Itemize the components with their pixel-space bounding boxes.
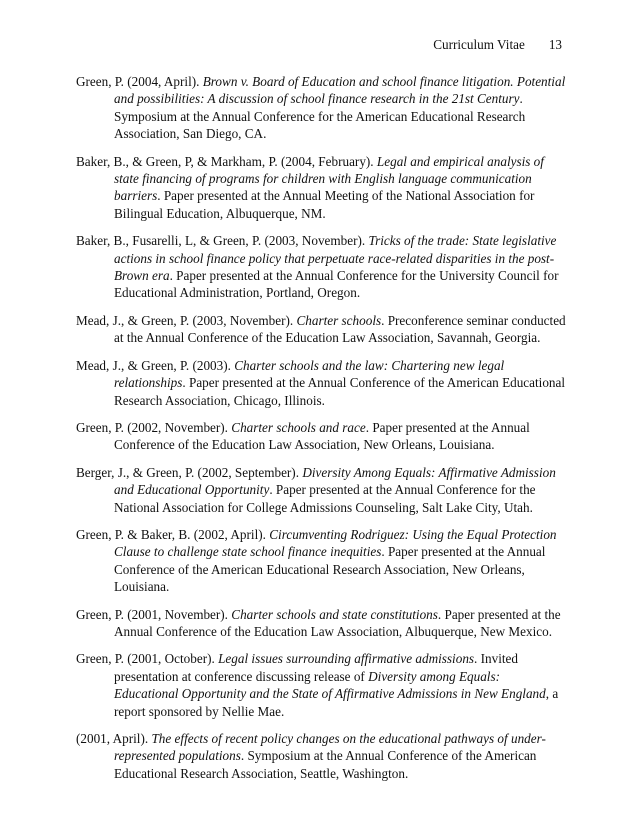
citation-authors-date: Green, P. (2004, April). xyxy=(76,74,203,89)
citation-entry xyxy=(76,526,566,596)
header-title: Curriculum Vitae xyxy=(433,37,525,52)
page-number: 13 xyxy=(548,37,562,52)
citation-venue: . Paper presented at the Annual Conference of the American Educational Research Association, Chicago, Illinois. xyxy=(114,375,566,408)
citation-title: Brown v. Board of Education and school finance litigation. Potential and possibilities: A discussion of school finance research in the 21st Century xyxy=(114,74,566,107)
page-header xyxy=(433,36,562,53)
citation-venue: . Paper presented at the Annual Meeting of the National Association for Bilingual Education, Albuquerque, NM. xyxy=(114,188,535,221)
citation-title: Legal and empirical analysis of state financing of programs for children with English language communication barriers xyxy=(114,153,544,204)
citation-title: Tricks of the trade: State legislative actions in school finance policy that perpetuate race-related disparities in the post-Brown era xyxy=(114,233,557,284)
citation-title: Legal issues surrounding affirmative admissions xyxy=(218,651,475,667)
citation-venue: . Symposium at the Annual Conference for the American Educational Research Association, San Diego, CA. xyxy=(114,91,526,142)
citation-venue: . Paper presented at the Annual Conference of the Education Law Association, New Orleans, Louisiana. xyxy=(114,419,530,453)
presentations-list xyxy=(76,73,566,792)
citation-entry xyxy=(76,419,566,454)
citation-entry xyxy=(76,464,566,516)
citation-report-sponsor: , a report sponsored by Nellie Mae. xyxy=(114,686,559,719)
citation-venue: . Preconference seminar conducted at the Annual Conference of the Education Law Association, Savannah, Georgia. xyxy=(114,312,566,346)
citation-venue: . Paper presented at the Annual Conference of the American Educational Research Association, New Orleans, Louisiana. xyxy=(114,544,546,595)
citation-title: Charter schools and state constitutions xyxy=(231,606,438,622)
citation-authors-date: Baker, B., Fusarelli, L, & Green, P. (2003, November). xyxy=(76,233,369,249)
citation-entry xyxy=(76,650,566,720)
citation-report-title: Diversity among Equals: Educational Opportunity and the State of Affirmative Admissions in New England xyxy=(114,668,546,702)
citation-entry xyxy=(76,73,566,143)
citation-title: Charter schools and the law: Chartering new legal relationships xyxy=(114,357,505,391)
citation-authors-date: Berger, J., & Green, P. (2002, September). xyxy=(76,464,303,480)
citation-authors-date: Green, P. (2001, November). xyxy=(76,606,232,622)
citation-title: Diversity Among Equals: Affirmative Admission and Educational Opportunity xyxy=(114,464,556,498)
citation-authors-date: Baker, B., & Green, P, & Markham, P. (2004, February). xyxy=(76,153,377,169)
citation-authors-date: Mead, J., & Green, P. (2003, November). xyxy=(76,312,297,328)
citation-entry xyxy=(76,606,566,641)
citation-entry xyxy=(76,730,566,782)
citation-venue: . Symposium at the Annual Conference of the American Educational Research Association, Seattle, Washington. xyxy=(114,748,537,781)
citation-authors-date: Mead, J., & Green, P. (2003). xyxy=(76,357,235,373)
citation-venue: . Paper presented at the Annual Conference for the National Association for College Admissions Counseling, Salt Lake City, Utah. xyxy=(114,482,536,515)
citation-authors-date: (2001, April). xyxy=(76,731,152,746)
citation-authors-date: Green, P. & Baker, B. (2002, April). xyxy=(76,526,270,542)
citation-entry xyxy=(76,153,566,223)
citation-title: Charter schools and race xyxy=(231,419,366,435)
citation-venue: . Paper presented at the Annual Conference of the Education Law Association, Albuquerque, New Mexico. xyxy=(114,606,561,639)
citation-title: The effects of recent policy changes on the educational pathways of under-represented populations xyxy=(114,731,546,764)
citation-title: Charter schools xyxy=(296,312,382,328)
citation-authors-date: Green, P. (2002, November). xyxy=(76,419,232,435)
citation-venue: . Paper presented at the Annual Conference for the University Council for Educational Administration, Portland, Oregon. xyxy=(114,268,559,301)
citation-title: Circumventing Rodriguez: Using the Equal Protection Clause to challenge state school finance inequities xyxy=(114,526,557,560)
citation-venue: . Invited presentation at conference discussing release of xyxy=(114,651,518,684)
citation-entry xyxy=(76,312,566,347)
citation-entry xyxy=(76,357,566,409)
citation-authors-date: Green, P. (2001, October). xyxy=(76,651,219,667)
citation-entry xyxy=(76,232,566,302)
